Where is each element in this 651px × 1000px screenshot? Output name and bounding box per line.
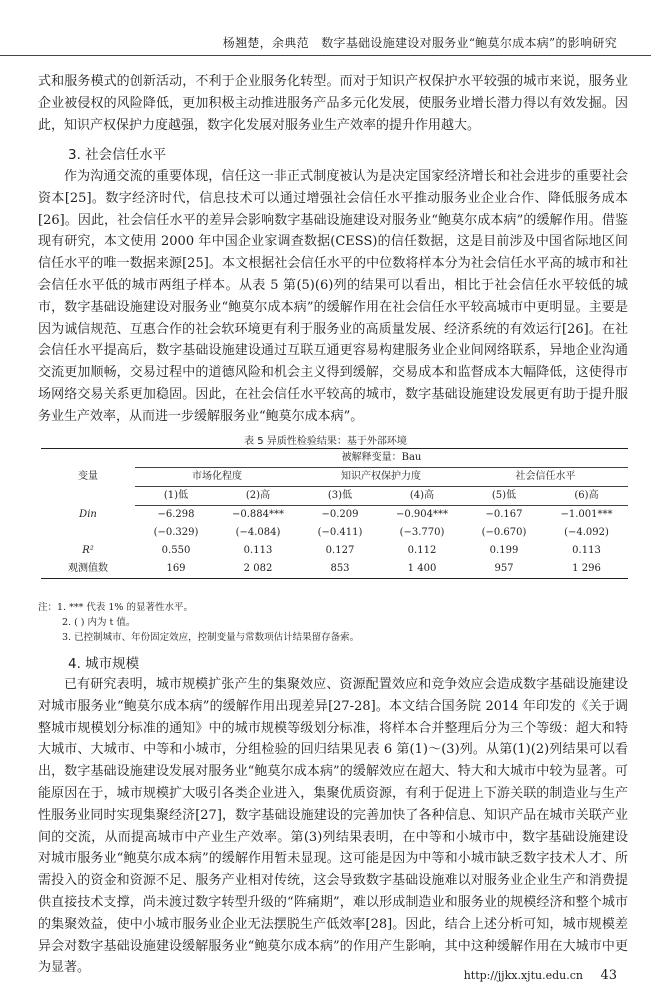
din-tstat: (−0.411) bbox=[317, 527, 363, 538]
header-title: 数字基础设施建设对服务业“鲍莫尔成本病”的影响研究 bbox=[321, 36, 617, 50]
col-header: (3)低 bbox=[299, 487, 381, 506]
din-tstat: (−3.770) bbox=[399, 527, 445, 538]
r2-value: 0.113 bbox=[572, 545, 601, 556]
page-footer bbox=[464, 968, 617, 983]
din-coef: −1.001*** bbox=[560, 509, 613, 520]
row-label-r2: R² bbox=[82, 545, 94, 556]
din-coef: −0.904*** bbox=[395, 509, 448, 520]
din-coef: −6.298 bbox=[157, 509, 195, 520]
table-note: 注：1. *** 代表 1% 的显著性水平。 bbox=[38, 602, 193, 613]
din-coef: −0.884*** bbox=[231, 509, 284, 520]
obs-value: 169 bbox=[135, 560, 217, 579]
paragraph-continuation: 式和服务模式的创新活动，不利于企业服务化转型。而对于知识产权保护水平较强的城市来说，服务业企业被侵权的风险降低，更加积极主动推进服务产品多元化发展，使服务业增长潜力得以有效发掘。因此，知识产权保护力度越强，数字化发展对服务业生产效率的提升作用越大。 bbox=[38, 74, 628, 133]
col-header: (2)高 bbox=[217, 487, 299, 506]
row-label-din: Din bbox=[79, 508, 97, 520]
header-rule bbox=[0, 55, 651, 56]
section-heading-city-size: 4. 城市规模 bbox=[68, 656, 140, 672]
var-header: 变量 bbox=[41, 449, 135, 506]
din-coef: −0.209 bbox=[321, 509, 359, 520]
group-header-market: 市场化程度 bbox=[135, 468, 299, 487]
obs-value: 853 bbox=[299, 560, 381, 579]
dep-var-header: 被解释变量：Bau bbox=[135, 449, 628, 468]
journal-url-link[interactable]: http://jjkx.xjtu.edu.cn bbox=[463, 969, 583, 982]
din-tstat: (−4.084) bbox=[235, 527, 281, 538]
paragraph-social-trust: 作为沟通交流的重要体现，信任这一非正式制度被认为是决定国家经济增长和社会进步的重要社会资本[25]。数字经济时代，信息技术可以通过增强社会信任水平推动服务业企业合作、降低服务成本[26]。因此，社会信任水平的差异会影响数字基础设施建设对服务业“鲍莫尔成本病”的缓解作用。借鉴现有研究，本文使用 2000 年中国企业家调查数据(CESS)的信任数据，这是目前涉及中国省际地区间信任水平的唯一数据来源[25]。本文根据社会信任水平的中位数将样本分为社会信任水平高的城市和社会信任水平低的城市两组子样本。从表 5 第(5)(6)列的结果可以看出，相比于社会信任水平较低的城市，数字基础设施建设对服务业“鲍莫尔成本病”的缓解作用在社会信任水平较高城市中更明显。主要是因为诚信规范、互惠合作的社会软环境更有利于服务业的高质量发展、经济系统的有效运行[26]。在社会信任水平提高后，数字基础设施建设通过互联互通更容易构建服务业企业间网络联系，异地企业沟通交流更加顺畅，交易过程中的道德风险和机会主义得到缓解，交易成本和监督成本大幅降低，这使得市场网络交易关系更加稳固。因此，在社会信任水平较高的城市，数字基础设施建设发展更有助于提升服务业生产效率，从而进一步缓解服务业“鲍莫尔成本病”。 bbox=[38, 169, 628, 424]
table-note: 2. ( ) 内为 t 值。 bbox=[62, 617, 136, 628]
paragraph-city-size: 已有研究表明，城市规模扩张产生的集聚效应、资源配置效应和竞争效应会造成数字基础设施建设对城市服务业“鲍莫尔成本病”的缓解作用出现差异[27-28]。本文结合国务院 2014 年印发的《关于调整城市规模划分标准的通知》中的城市规模等级划分标准，将样本合并整理后分为三个等级：超大和特大城市、大城市、中等和小城市，分组检验的回归结果见表 6 第(1)～(3)列。从第(1)(2)列结果可以看出，数字基础设施建设发展对服务业“鲍莫尔成本病”的缓解效应在超大、特大和大城市中较为显著。可能原因在于，城市规模扩大吸引各类企业进入，集聚优质资源，有利于促进上下游关联的制造业与生产性服务业同时实现集聚经济[27]，数字基础设施建设的完善加快了各种信息、知识产品在城市关联产业间的交流，从而提高城市中产业生产效率。第(3)列结果表明，在中等和小城市中，数字基础设施建设对城市服务业“鲍莫尔成本病”的缓解作用暂未显现。这可能是因为中等和小城市缺乏数字技术人才、所需投入的资金和资源不足、服务产业相对传统，这会导致数字基础设施难以对服务业企业生产和消费提供直接技术支撑，尚未渡过数字转型升级的“阵痛期”，难以形成制造业和服务业的规模经济和整个城市的集聚效益，使中小城市服务业企业无法摆脱生产低效率[28]。因此，结合上述分析可知，城市规模差异会对数字基础设施建设缓解服务业“鲍莫尔成本病”的作用产生影响，其中这种缓解作用在大城市中更为显著。 bbox=[38, 677, 628, 976]
r2-value: 0.112 bbox=[407, 545, 437, 556]
group-header-ip: 知识产权保护力度 bbox=[299, 468, 463, 487]
header-text bbox=[223, 34, 617, 51]
din-tstat: (−4.092) bbox=[564, 527, 609, 538]
obs-value: 957 bbox=[463, 560, 545, 579]
heterogeneity-table bbox=[41, 448, 628, 579]
col-header: (6)高 bbox=[545, 487, 628, 506]
col-header: (5)低 bbox=[463, 487, 545, 506]
obs-value: 1 296 bbox=[545, 560, 628, 579]
din-tstat: (−0.329) bbox=[153, 527, 199, 538]
din-coef: −0.167 bbox=[485, 509, 523, 520]
page-number: 43 bbox=[600, 968, 617, 983]
header-authors: 杨翘楚，余典范 bbox=[222, 36, 309, 50]
din-tstat: (−0.670) bbox=[481, 527, 527, 538]
running-header bbox=[0, 30, 651, 56]
table-caption: 表 5 异质性检验结果：基于外部环境 bbox=[244, 436, 407, 447]
col-header: (4)高 bbox=[381, 487, 463, 506]
r2-value: 0.127 bbox=[325, 545, 355, 556]
table-notes bbox=[38, 600, 359, 645]
obs-value: 1 400 bbox=[381, 560, 463, 579]
r2-value: 0.113 bbox=[243, 545, 273, 556]
table-note: 3. 已控制城市、年份固定效应，控制变量与常数项估计结果留存备索。 bbox=[62, 632, 360, 643]
r2-value: 0.550 bbox=[161, 545, 191, 556]
obs-value: 2 082 bbox=[217, 560, 299, 579]
section-heading-social-trust: 3. 社会信任水平 bbox=[68, 147, 167, 163]
row-label-obs: 观测值数 bbox=[41, 560, 135, 579]
col-header: (1)低 bbox=[135, 487, 217, 506]
r2-value: 0.199 bbox=[489, 545, 519, 556]
group-header-trust: 社会信任水平 bbox=[463, 468, 628, 487]
